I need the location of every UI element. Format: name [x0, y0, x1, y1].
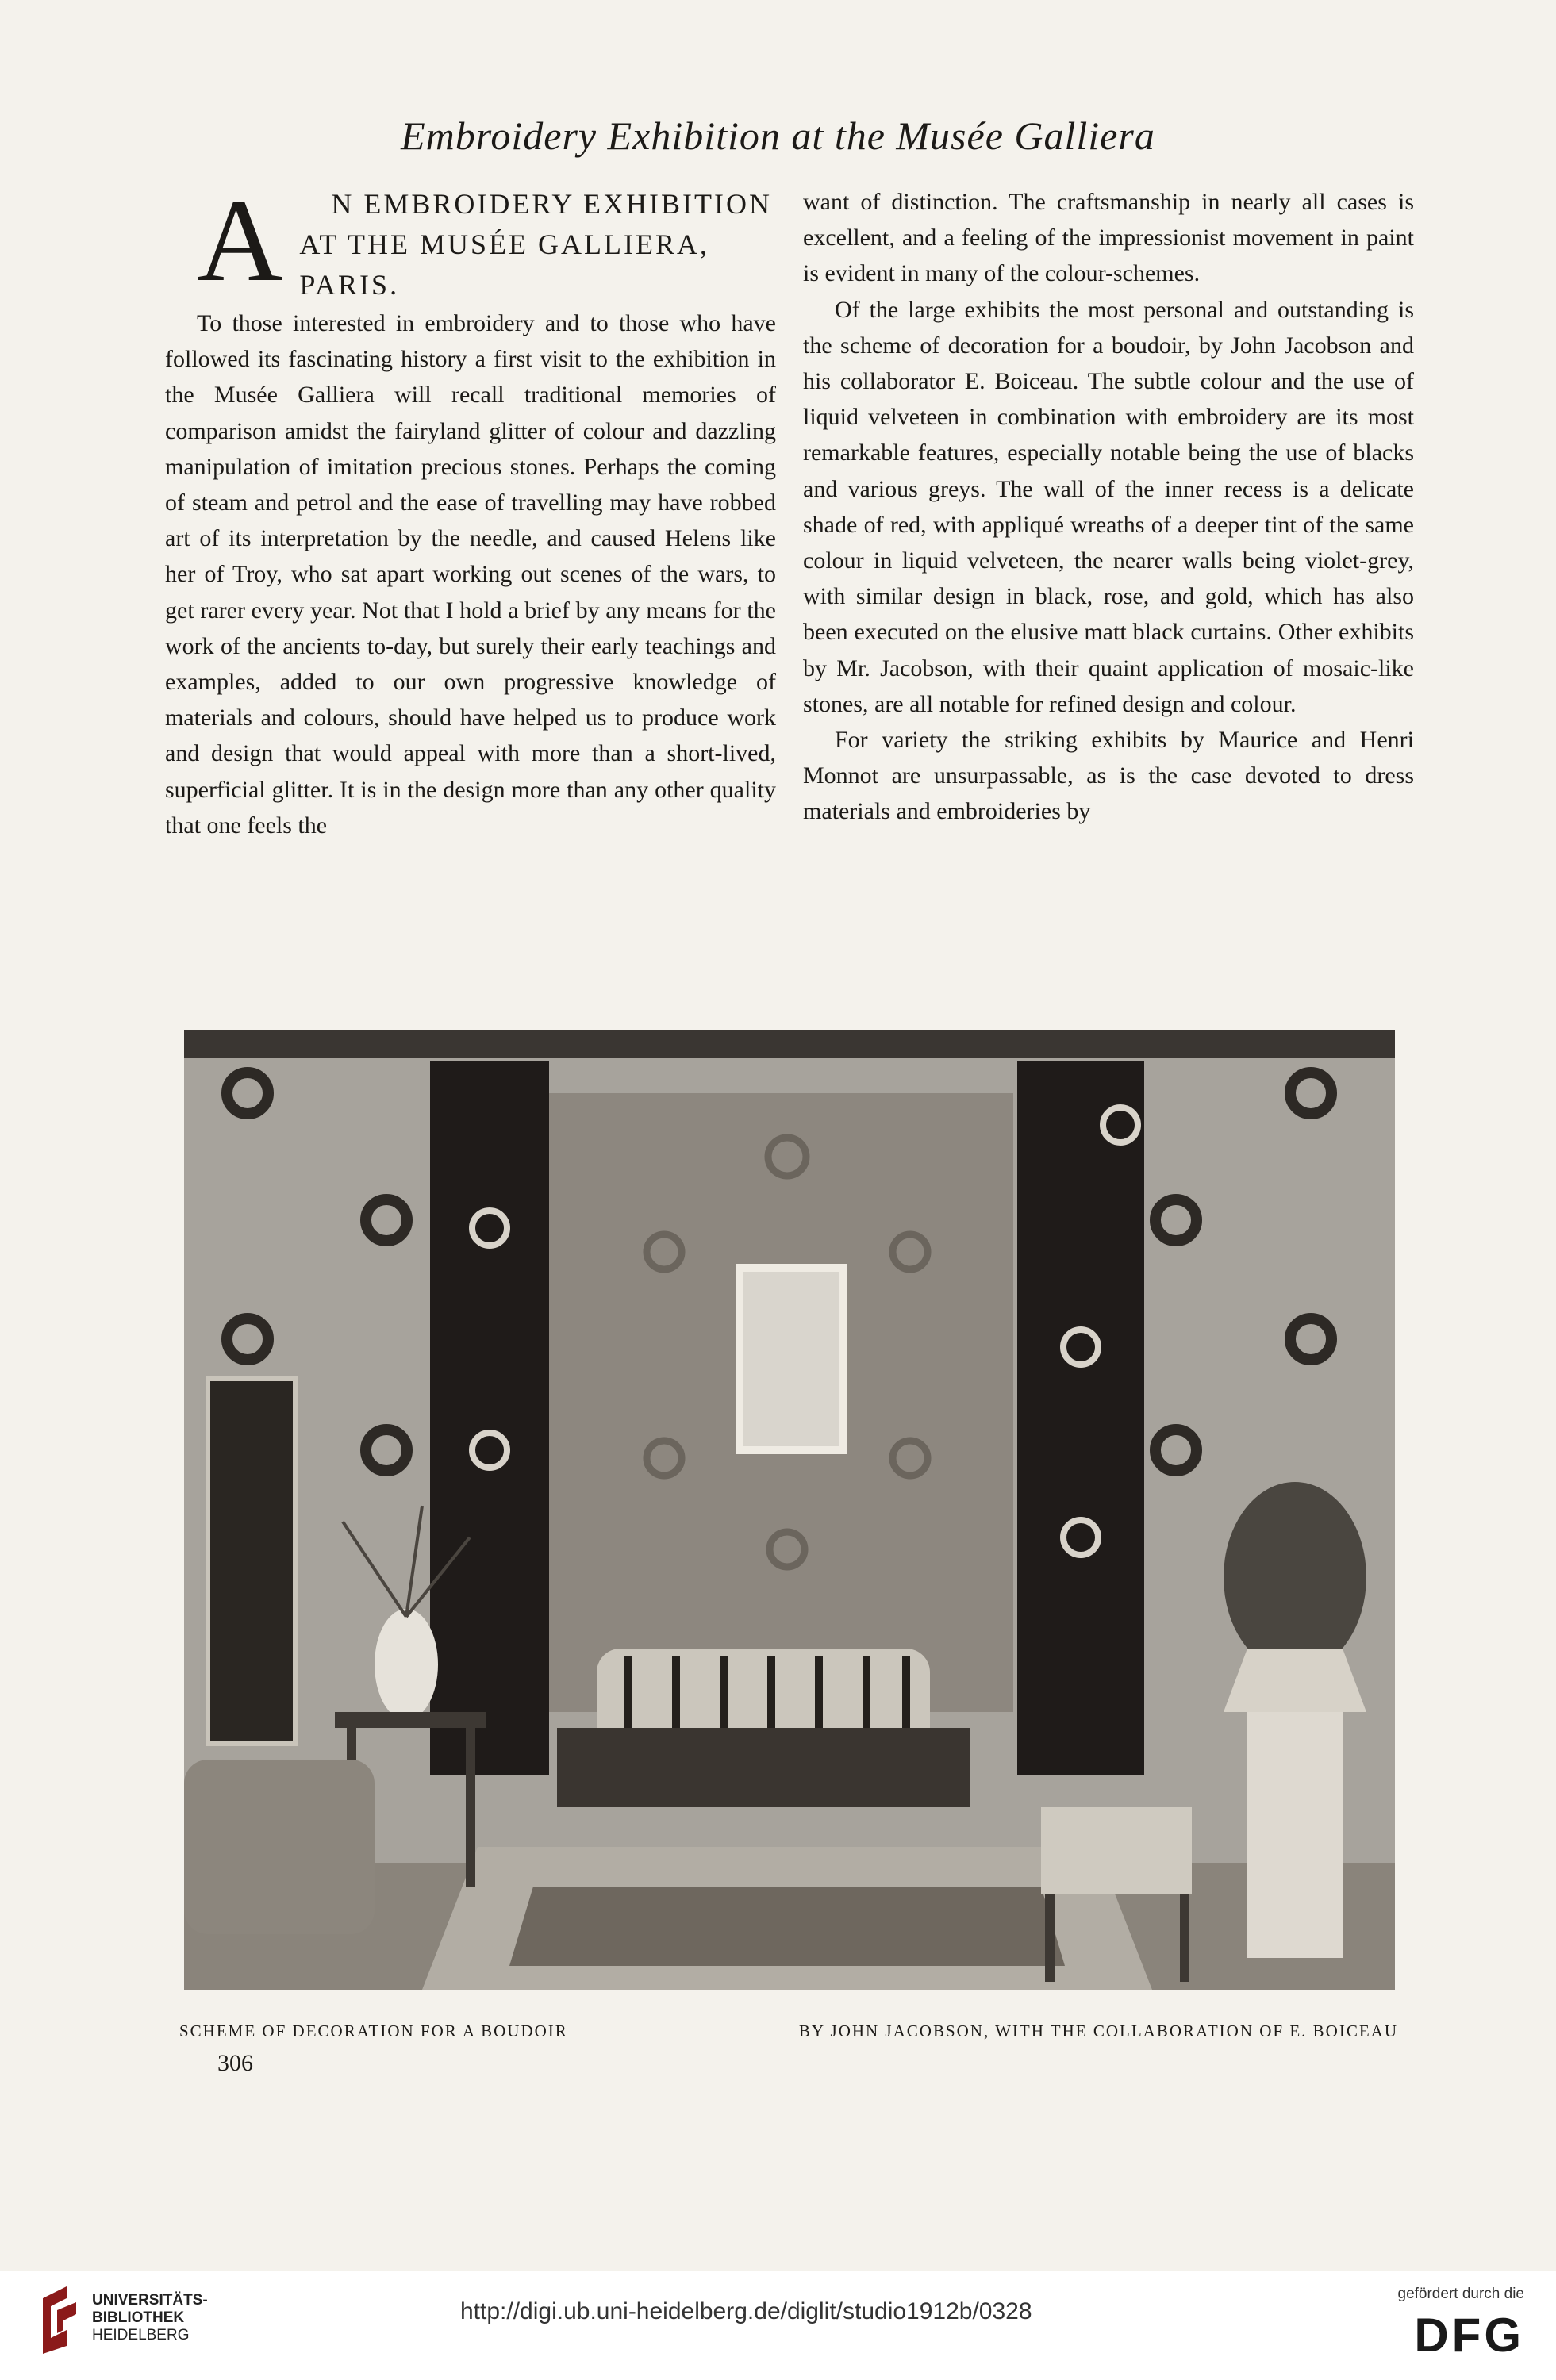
left-column: [165, 175, 776, 843]
library-name-line: HEIDELBERG: [92, 2327, 190, 2344]
body-paragraph: Of the large exhibits the most personal and outstanding is the scheme of decoration for a boudoir, by John Jacobson and his collaborator E. Boiceau. The subtle colour and the use of liquid velveteen in combination with embroidery are its most remarkable features, especially notable being the use of blacks and various greys. The wall of the inner recess is a delicate shade of red, with appliqué wreaths of a deeper tint of the same colour in liquid velveteen, the nearer walls being violet-grey, with similar design in black, rose, and gold, which has also been executed on the elusive matt black curtains. Other exhibits by Mr. Jacobson, with their quaint application of mosaic-like stones, are all notable for refined design and colour.: [803, 296, 1414, 717]
digitization-footer: [0, 2271, 1556, 2380]
library-name-line: UNIVERSITÄTS-: [92, 2292, 208, 2309]
body-paragraph: To those interested in embroidery and to those who have followed its fascinating history a first visit to the exhibition in the Musée Galliera will recall traditional memories of comparison amidst the fairyland glitter of colour and dazzling manipulation of imitation precious stones. Perhaps the coming of steam and petrol and the ease of travelling may have robbed art of its interpretation by the needle, and caused Helens like her of Troy, who sat apart working out scenes of the wars, to get rarer every year. Not that I hold a brief by any means for the work of the ancients to-day, but surely their early teachings and examples, added to our own progressive knowledge of materials and colours, should have helped us to produce work and design that would appeal with more than a short-lived, superficial glitter. It is in the design more than any other quality that one feels the: [165, 310, 776, 839]
body-paragraph: For variety the striking exhibits by Maurice and Henri Monnot are unsurpassable, as is the case devoted to dress materials and embroideries by: [803, 727, 1414, 825]
digital-copy-url[interactable]: http://digi.ub.uni-heidelberg.de/diglit/studio1912b/0328: [460, 2298, 1032, 2324]
funding-note: gefördert durch die: [1397, 2286, 1524, 2302]
library-name-line: BIBLIOTHEK: [92, 2309, 185, 2326]
dfg-logo: DFG: [1414, 2309, 1524, 2362]
right-column: [803, 184, 1414, 830]
boudoir-photo-illustration: [184, 1030, 1395, 1990]
drop-cap: A: [197, 175, 286, 306]
caption-title: SCHEME OF DECORATION FOR A BOUDOIR: [179, 2021, 568, 2040]
caption-credit: BY JOHN JACOBSON, WITH THE COLLABORATION OF E. BOICEAU: [798, 2021, 1398, 2040]
university-library-logo: [35, 2282, 83, 2354]
boudoir-photograph: [184, 1030, 1395, 1990]
running-head: Embroidery Exhibition at the Musée Galliera: [401, 113, 1155, 158]
library-name: [92, 2292, 208, 2344]
article-headline: [165, 175, 776, 306]
page-number: 306: [217, 2050, 253, 2076]
body-paragraph: want of distinction. The craftsmanship in nearly all cases is excellent, and a feeling of the impressionist movement in paint is evident in many of the colour-schemes.: [803, 189, 1414, 287]
figure-caption: [179, 2021, 1398, 2041]
headline-text: N EMBROIDERY EXHIBITION AT THE MUSÉE GALLIERA, PARIS.: [299, 188, 772, 301]
